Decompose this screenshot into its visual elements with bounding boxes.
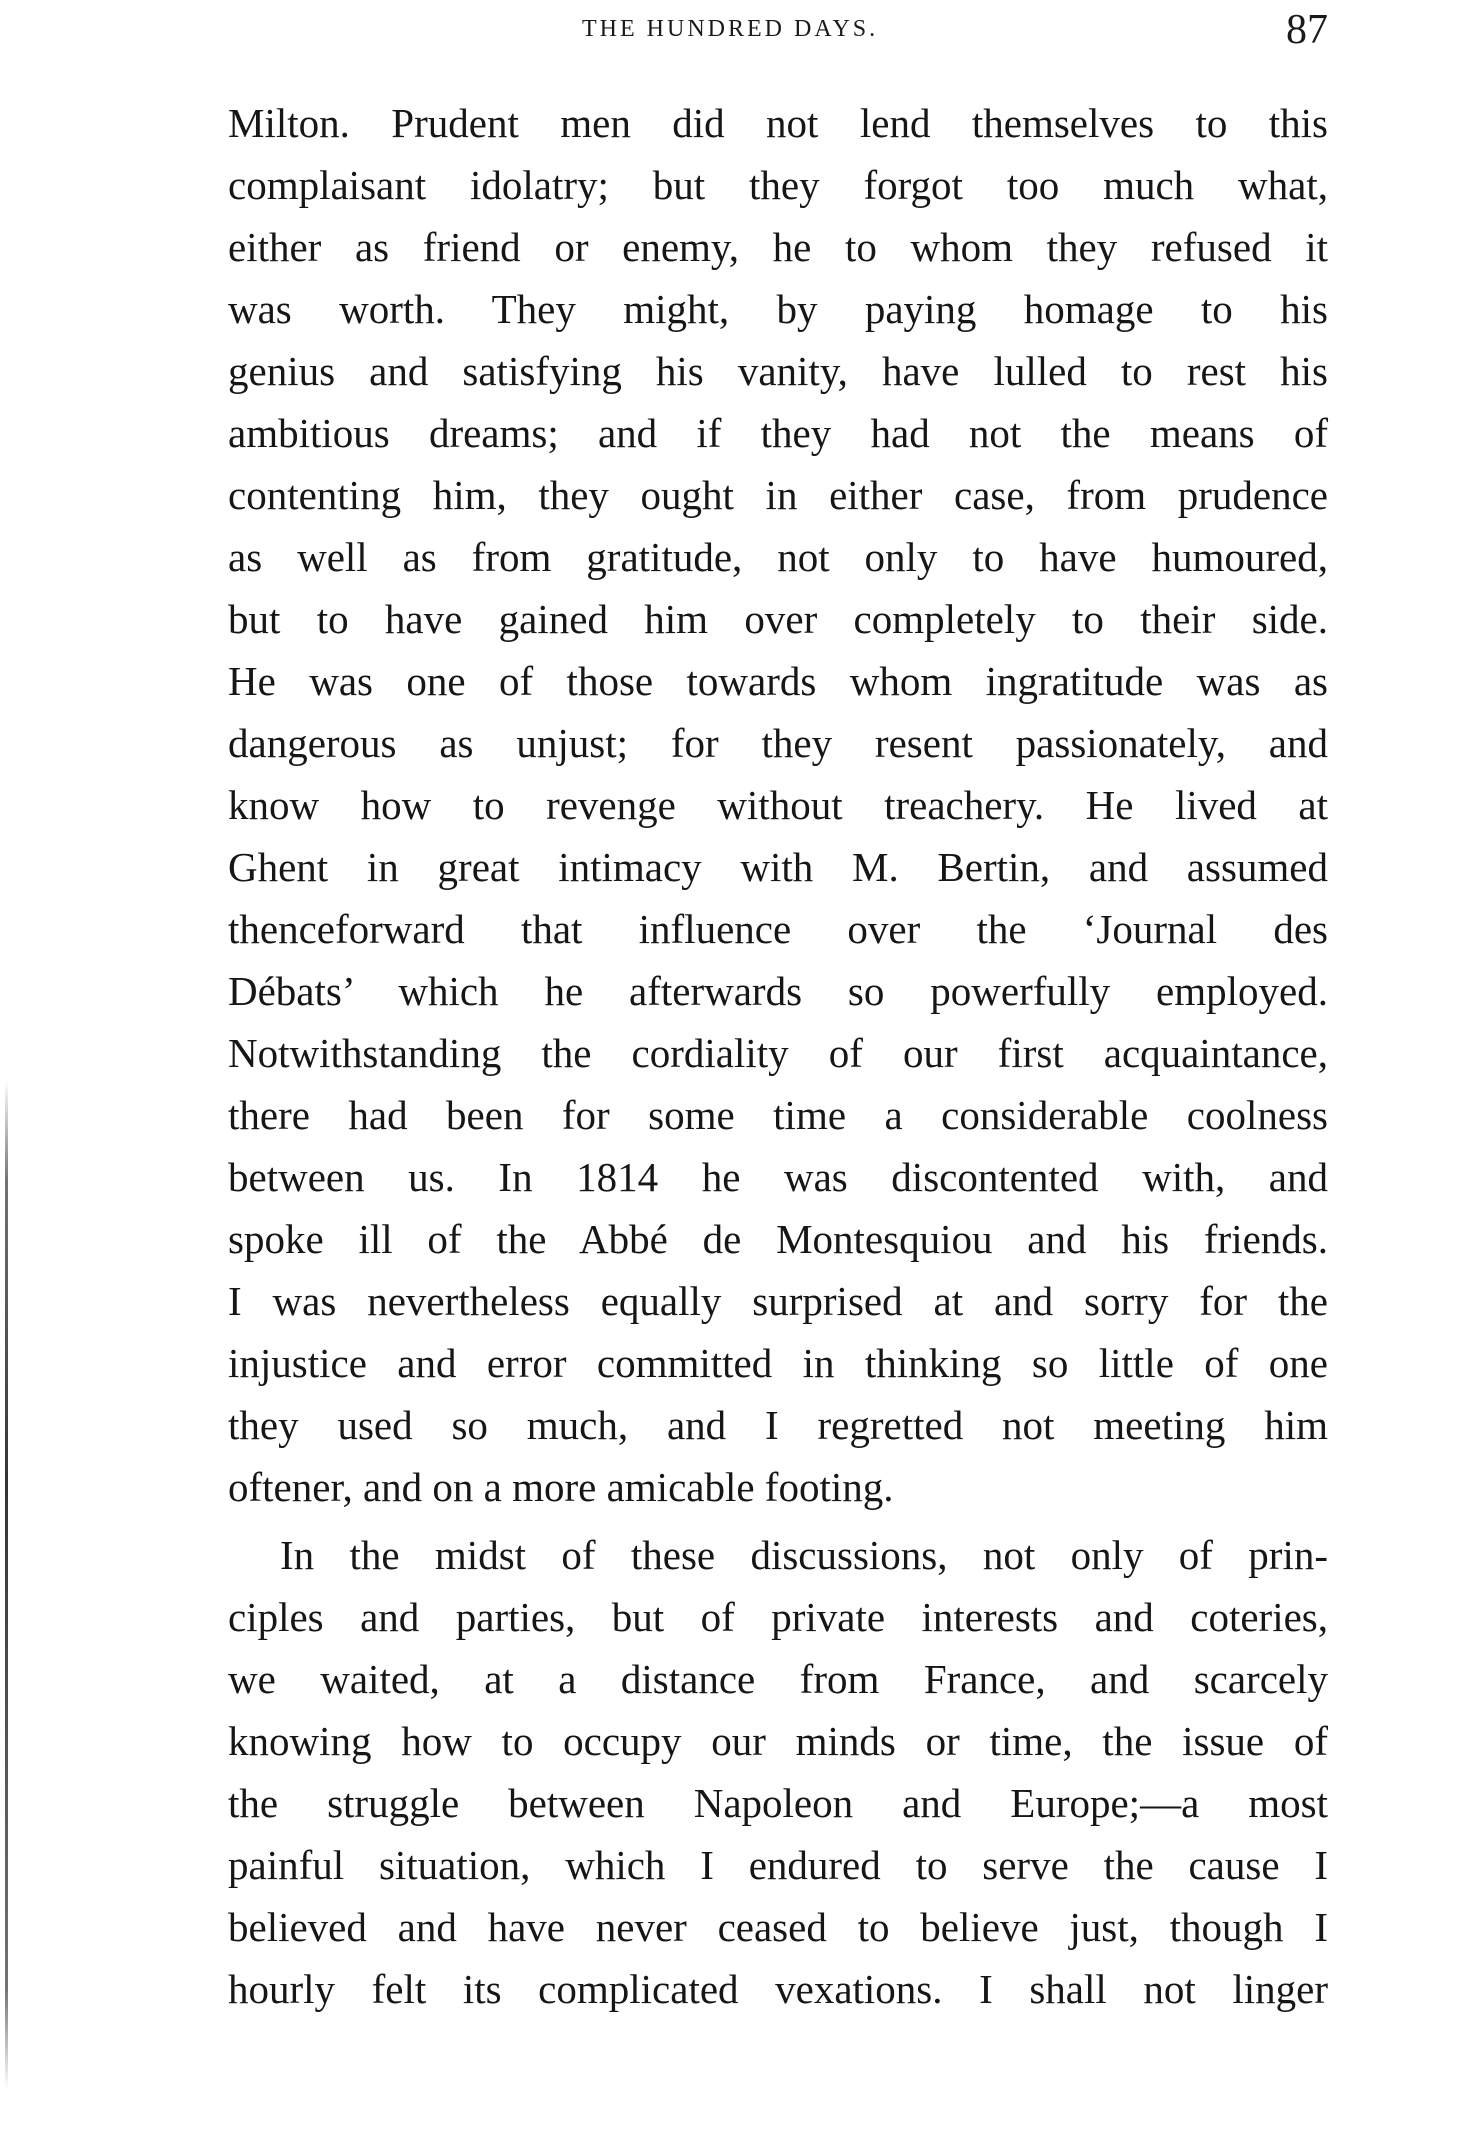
text-line: genius and satisfying his vanity, have lulled to rest his	[228, 348, 1328, 394]
text-line: ambitious dreams; and if they had not the means of	[228, 410, 1328, 456]
body-text	[228, 92, 1328, 2020]
text-line: was worth. They might, by paying homage to his	[228, 286, 1328, 332]
text-line: painful situation, which I endured to serve the cause I	[228, 1842, 1328, 1888]
text-line: In the midst of these discussions, not only of prin-	[280, 1532, 1328, 1578]
text-line: either as friend or enemy, he to whom they refused it	[228, 224, 1328, 270]
text-line: Notwithstanding the cordiality of our first acquaintance,	[228, 1030, 1328, 1076]
text-line: I was nevertheless equally surprised at and sorry for the	[228, 1278, 1328, 1324]
text-line: but to have gained him over completely to their side.	[228, 596, 1328, 642]
text-line: there had been for some time a considerable coolness	[228, 1092, 1328, 1138]
text-line: complaisant idolatry; but they forgot too much what,	[228, 162, 1328, 208]
text-line: Ghent in great intimacy with M. Bertin, and assumed	[228, 844, 1328, 890]
text-line: He was one of those towards whom ingratitude was as	[228, 658, 1328, 704]
text-line: they used so much, and I regretted not meeting him	[228, 1402, 1328, 1448]
text-line: as well as from gratitude, not only to have humoured,	[228, 534, 1328, 580]
text-line: the struggle between Napoleon and Europe;—a most	[228, 1780, 1328, 1826]
page-edge-shadow	[5, 1080, 8, 2090]
page-number: 87	[1286, 7, 1328, 53]
text-line: ciples and parties, but of private interests and coteries,	[228, 1594, 1328, 1640]
text-line: know how to revenge without treachery. He lived at	[228, 782, 1328, 828]
text-line: contenting him, they ought in either case, from prudence	[228, 472, 1328, 518]
text-line: injustice and error committed in thinking so little of one	[228, 1340, 1328, 1386]
text-line: Débats’ which he afterwards so powerfully employed.	[228, 968, 1328, 1014]
running-head: THE HUNDRED DAYS.	[582, 16, 879, 42]
page-header	[228, 7, 1328, 54]
text-line: believed and have never ceased to believe just, though I	[228, 1904, 1328, 1950]
text-line: between us. In 1814 he was discontented with, and	[228, 1154, 1328, 1200]
text-line: thenceforward that influence over the ‘Journal des	[228, 906, 1328, 952]
text-line: we waited, at a distance from France, and scarcely	[228, 1656, 1328, 1702]
text-line: oftener, and on a more amicable footing.	[228, 1464, 894, 1510]
text-line: hourly felt its complicated vexations. I shall not linger	[228, 1966, 1328, 2012]
text-line: dangerous as unjust; for they resent passionately, and	[228, 720, 1328, 766]
text-line: Milton. Prudent men did not lend themselves to this	[228, 100, 1328, 146]
text-line: spoke ill of the Abbé de Montesquiou and his friends.	[228, 1216, 1328, 1262]
text-line: knowing how to occupy our minds or time, the issue of	[228, 1718, 1328, 1764]
